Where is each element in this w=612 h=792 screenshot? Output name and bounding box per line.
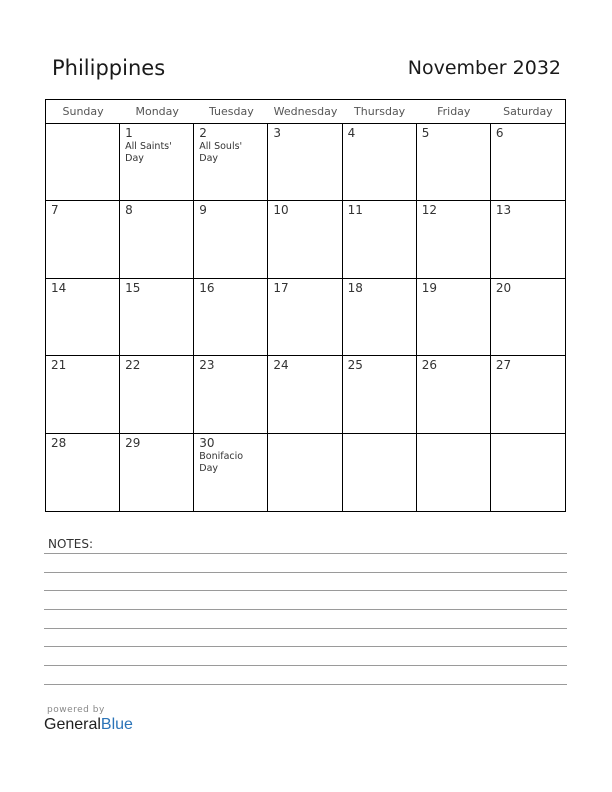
day-number: 26 — [421, 358, 437, 373]
day-cell — [268, 124, 342, 201]
day-number: 21 — [51, 358, 67, 373]
weekday-friday: Friday — [437, 105, 471, 118]
day-number: 25 — [347, 358, 363, 373]
brand-logo-part2: Blue — [100, 716, 133, 733]
day-number: 10 — [273, 203, 289, 218]
note-line — [44, 665, 567, 666]
day-number: 12 — [421, 203, 437, 218]
day-number: 22 — [125, 358, 141, 373]
day-number: 30 — [199, 435, 215, 450]
day-cell — [417, 201, 491, 278]
holiday-label: Bonifacio Day — [199, 450, 244, 474]
day-cell — [491, 124, 565, 201]
day-cell — [343, 201, 417, 278]
weekday-sunday: Sunday — [62, 105, 104, 118]
day-cell — [491, 201, 565, 278]
day-cell — [491, 434, 565, 511]
holiday-label: All Saints' Day — [125, 141, 172, 164]
day-number: 17 — [273, 280, 289, 295]
day-cell — [46, 201, 120, 278]
day-cell — [194, 279, 268, 356]
day-cell — [417, 279, 491, 356]
day-cell — [194, 124, 268, 201]
day-number: 13 — [495, 203, 512, 218]
weekday-wednesday: Wednesday — [273, 105, 338, 118]
brand-logo — [44, 716, 133, 734]
day-cell — [46, 279, 120, 356]
day-cell — [491, 356, 565, 433]
day-cell — [343, 279, 417, 356]
day-number: 9 — [199, 203, 207, 218]
note-line — [44, 646, 567, 647]
day-cell — [120, 279, 194, 356]
day-number: 2 — [199, 126, 207, 140]
weekday-thursday: Thursday — [354, 105, 406, 118]
month-year-title: November 2032 — [407, 57, 561, 79]
day-cell — [491, 279, 565, 356]
note-line — [44, 590, 567, 591]
day-cell — [343, 434, 417, 511]
day-cell — [46, 124, 120, 201]
day-number: 29 — [125, 435, 141, 450]
weekday-header-row — [46, 100, 565, 124]
day-cell — [120, 356, 194, 433]
weekday-tuesday: Tuesday — [208, 105, 254, 118]
day-number: 27 — [495, 358, 512, 373]
note-line — [44, 609, 567, 610]
note-line — [44, 553, 567, 554]
weekday-monday: Monday — [135, 105, 179, 118]
day-number: 7 — [51, 203, 59, 218]
day-number: 19 — [421, 280, 437, 295]
day-number: 14 — [51, 280, 67, 295]
day-number: 4 — [347, 126, 356, 140]
brand-logo-part1: General — [44, 716, 101, 733]
day-cell — [417, 124, 491, 201]
day-cell — [268, 279, 342, 356]
day-number: 11 — [347, 203, 363, 218]
day-cells — [46, 124, 565, 511]
day-number: 3 — [273, 126, 282, 140]
country-title: Philippines — [52, 56, 166, 80]
day-number: 24 — [273, 358, 289, 373]
day-number: 6 — [495, 126, 504, 140]
note-line — [44, 572, 567, 573]
day-number: 28 — [51, 435, 67, 450]
day-cell — [120, 434, 194, 511]
day-cell — [343, 356, 417, 433]
note-line — [44, 628, 567, 629]
note-line — [44, 684, 567, 685]
day-number: 23 — [199, 358, 215, 373]
day-cell — [417, 434, 491, 511]
powered-by-text: powered by — [47, 705, 105, 715]
day-cell — [46, 434, 120, 511]
day-number: 15 — [125, 280, 141, 295]
day-cell — [268, 201, 342, 278]
day-number: 1 — [125, 126, 133, 140]
day-cell — [268, 356, 342, 433]
weekday-saturday: Saturday — [503, 105, 553, 118]
day-cell — [417, 356, 491, 433]
day-number: 5 — [421, 126, 430, 140]
day-number: 16 — [199, 280, 215, 295]
day-cell — [194, 434, 268, 511]
day-cell — [46, 356, 120, 433]
day-cell — [120, 124, 194, 201]
day-number: 18 — [347, 280, 363, 295]
day-number: 20 — [495, 280, 512, 295]
day-cell — [268, 434, 342, 511]
notes-label: NOTES: — [48, 537, 93, 551]
calendar-grid — [45, 99, 566, 512]
day-cell — [120, 201, 194, 278]
holiday-label: All Souls' Day — [199, 141, 243, 164]
day-cell — [194, 356, 268, 433]
day-cell — [194, 201, 268, 278]
day-number: 8 — [125, 203, 133, 218]
day-cell — [343, 124, 417, 201]
